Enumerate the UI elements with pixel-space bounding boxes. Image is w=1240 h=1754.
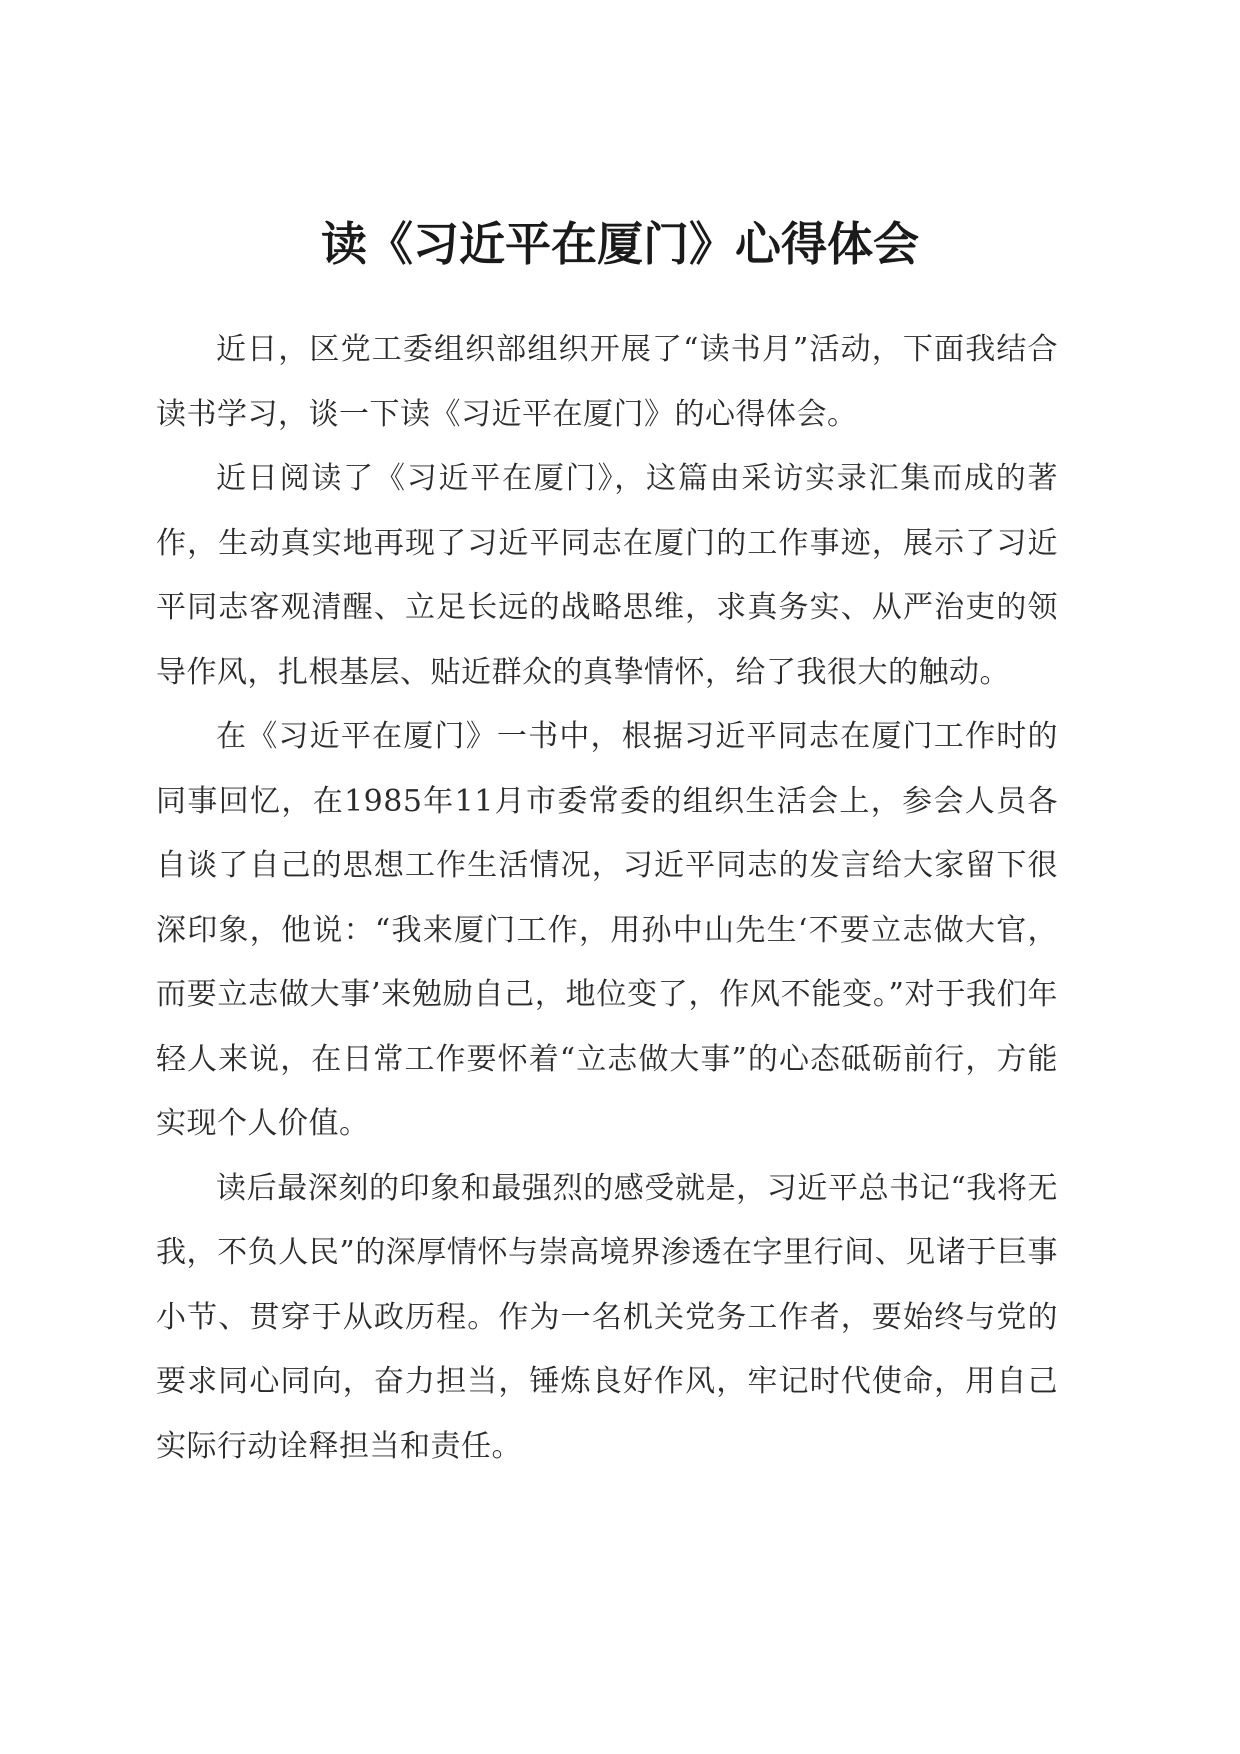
document-title: 读《习近平在厦门》心得体会 [321, 217, 919, 271]
paragraph-1: 近日，区党工委组织部组织开展了“读书月”活动，下面我结合读书学习，谈一下读《习近平在厦门》的心得体会。 [156, 332, 1058, 432]
document-body [156, 318, 1058, 1479]
paragraph-3: 在《习近平在厦门》一书中，根据习近平同志在厦门工作时的同事回忆，在1985年11月市委常委的组织生活会上，参会人员各自谈了自己的思想工作生活情况，习近平同志的发言给大家留下很深印象，他说：“我来厦门工作，用孙中山先生‘不要立志做大官，而要立志做大事’来勉励自己，地位变了，作风不能变。”对于我们年轻人来说，在日常工作要怀着“立志做大事”的心态砥砺前行，方能实现个人价值。 [156, 719, 1058, 1141]
paragraph-2: 近日阅读了《习近平在厦门》，这篇由采访实录汇集而成的著作，生动真实地再现了习近平同志在厦门的工作事迹，展示了习近平同志客观清醒、立足长远的战略思维，求真务实、从严治吏的领导作风，扎根基层、贴近群众的真挚情怀，给了我很大的触动。 [156, 461, 1058, 690]
paragraph-4: 读后最深刻的印象和最强烈的感受就是，习近平总书记“我将无我，不负人民”的深厚情怀与崇高境界渗透在字里行间、见诸于巨事小节、贯穿于从政历程。作为一名机关党务工作者，要始终与党的要求同心同向，奋力担当，锤炼良好作风，牢记时代使命，用自己实际行动诠释担当和责任。 [156, 1170, 1058, 1464]
